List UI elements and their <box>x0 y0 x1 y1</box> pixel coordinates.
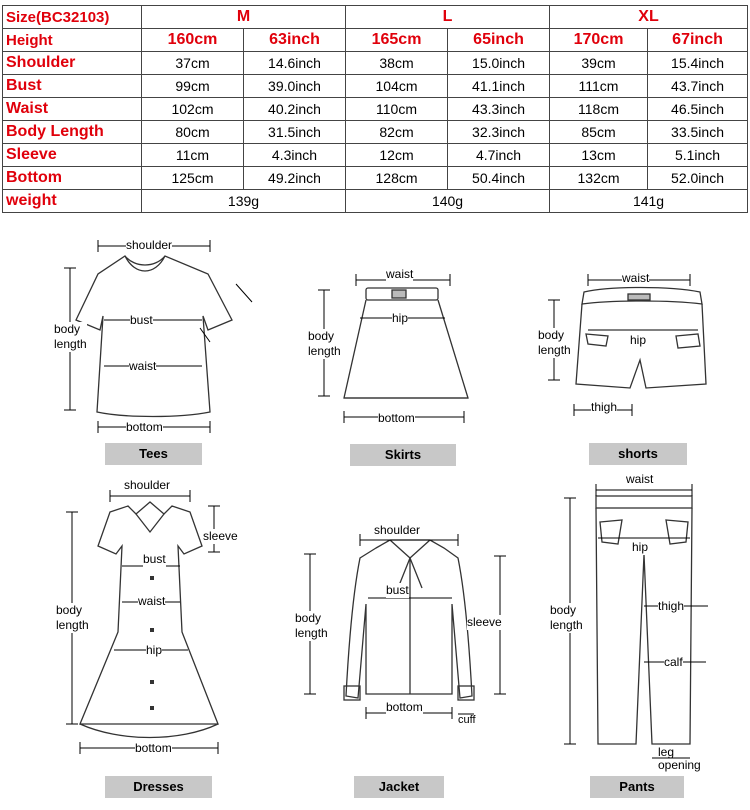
skirt-hip-label: hip <box>392 311 409 325</box>
tees-diagram <box>40 232 260 472</box>
table-cell: 118cm <box>550 98 648 121</box>
table-cell: 12cm <box>346 144 448 167</box>
size-m: M <box>142 6 346 29</box>
table-cell: 14.6inch <box>244 52 346 75</box>
shorts-hip-label: hip <box>630 333 647 347</box>
table-cell: 50.4inch <box>448 167 550 190</box>
jacket-cuff-label: cuff <box>458 714 476 726</box>
dress-bust-label: bust <box>143 552 166 566</box>
table-cell: 102cm <box>142 98 244 121</box>
height-cell: 160cm <box>142 29 244 52</box>
row-label: Shoulder <box>3 52 142 75</box>
row-label: Sleeve <box>3 144 142 167</box>
tees-caption: Tees <box>105 443 202 465</box>
jacket-outline-icon <box>290 518 520 773</box>
body-length-row <box>3 121 748 144</box>
table-cell: 46.5inch <box>648 98 748 121</box>
shorts-thigh-label: thigh <box>591 400 618 414</box>
table-cell: 43.3inch <box>448 98 550 121</box>
table-cell: 111cm <box>550 75 648 98</box>
height-row <box>3 29 748 52</box>
dress-hip-label: hip <box>146 643 163 657</box>
size-label: Size(BC32103) <box>3 6 142 29</box>
jacket-diagram <box>290 518 520 802</box>
row-label: Waist <box>3 98 142 121</box>
height-cell: 165cm <box>346 29 448 52</box>
height-label: Height <box>3 29 142 52</box>
dress-sleeve-label: sleeve <box>203 529 238 543</box>
height-cell: 170cm <box>550 29 648 52</box>
jacket-sleeve-label: sleeve <box>467 615 502 629</box>
table-cell: 15.0inch <box>448 52 550 75</box>
skirts-diagram <box>300 262 470 467</box>
dress-body-length-label: body length <box>56 603 89 632</box>
table-cell: 11cm <box>142 144 244 167</box>
pants-calf-label: calf <box>664 655 683 669</box>
dress-waist-label: waist <box>138 594 166 608</box>
table-cell: 49.2inch <box>244 167 346 190</box>
pants-waist-label: waist <box>626 472 654 486</box>
jacket-shoulder-label: shoulder <box>374 523 421 537</box>
table-cell: 125cm <box>142 167 244 190</box>
dress-bottom-label: bottom <box>135 741 172 755</box>
height-cell: 67inch <box>648 29 748 52</box>
dresses-diagram <box>40 472 260 802</box>
table-cell: 38cm <box>346 52 448 75</box>
table-cell: 4.3inch <box>244 144 346 167</box>
size-chart-table <box>2 5 748 213</box>
tee-bust-label: bust <box>130 313 153 327</box>
row-label: weight <box>3 190 142 213</box>
tee-shoulder-label: shoulder <box>126 238 173 252</box>
row-label: Bottom <box>3 167 142 190</box>
height-cell: 63inch <box>244 29 346 52</box>
weight-cell: 139g <box>142 190 346 213</box>
table-cell: 128cm <box>346 167 448 190</box>
waist-row <box>3 98 748 121</box>
shorts-body-length-label: body length <box>538 328 571 357</box>
table-cell: 43.7inch <box>648 75 748 98</box>
row-label: Bust <box>3 75 142 98</box>
pants-body-length-label: body length <box>550 603 583 632</box>
table-cell: 13cm <box>550 144 648 167</box>
table-cell: 31.5inch <box>244 121 346 144</box>
table-cell: 4.7inch <box>448 144 550 167</box>
table-cell: 132cm <box>550 167 648 190</box>
table-cell: 40.2inch <box>244 98 346 121</box>
table-cell: 82cm <box>346 121 448 144</box>
jacket-caption: Jacket <box>354 776 444 798</box>
table-cell: 39.0inch <box>244 75 346 98</box>
jacket-body-length-label: body length <box>295 611 328 640</box>
bust-row <box>3 75 748 98</box>
table-cell: 52.0inch <box>648 167 748 190</box>
table-cell: 99cm <box>142 75 244 98</box>
table-cell: 110cm <box>346 98 448 121</box>
weight-row <box>3 190 748 213</box>
table-cell: 85cm <box>550 121 648 144</box>
table-cell: 32.3inch <box>448 121 550 144</box>
height-cell: 65inch <box>448 29 550 52</box>
shorts-diagram <box>530 262 740 472</box>
skirt-waist-label: waist <box>386 267 414 281</box>
weight-cell: 141g <box>550 190 748 213</box>
table-cell: 104cm <box>346 75 448 98</box>
jacket-bottom-label: bottom <box>386 700 423 714</box>
size-xl: XL <box>550 6 748 29</box>
skirt-body-length-label: body length <box>308 329 341 358</box>
tee-waist-label: waist <box>129 359 157 373</box>
dresses-caption: Dresses <box>105 776 212 798</box>
pants-thigh-label: thigh <box>658 599 685 613</box>
jacket-bust-label: bust <box>386 583 409 597</box>
sleeve-row <box>3 144 748 167</box>
dress-shoulder-label: shoulder <box>124 478 171 492</box>
table-cell: 15.4inch <box>648 52 748 75</box>
skirt-bottom-label: bottom <box>378 411 415 425</box>
shorts-caption: shorts <box>589 443 687 465</box>
weight-cell: 140g <box>346 190 550 213</box>
table-cell: 39cm <box>550 52 648 75</box>
shoulder-row <box>3 52 748 75</box>
table-cell: 80cm <box>142 121 244 144</box>
pants-caption: Pants <box>590 776 684 798</box>
pants-leg-opening-label: leg opening <box>658 745 701 772</box>
pants-hip-label: hip <box>632 540 649 554</box>
pants-diagram <box>540 468 745 802</box>
row-label: Body Length <box>3 121 142 144</box>
shorts-waist-label: waist <box>622 271 650 285</box>
table-cell: 33.5inch <box>648 121 748 144</box>
table-cell: 41.1inch <box>448 75 550 98</box>
size-l: L <box>346 6 550 29</box>
tee-body-length-label: body length <box>54 322 87 351</box>
table-cell: 5.1inch <box>648 144 748 167</box>
size-header-row <box>3 6 748 29</box>
tee-bottom-label: bottom <box>126 420 163 434</box>
skirts-caption: Skirts <box>350 444 456 466</box>
table-cell: 37cm <box>142 52 244 75</box>
bottom-row <box>3 167 748 190</box>
